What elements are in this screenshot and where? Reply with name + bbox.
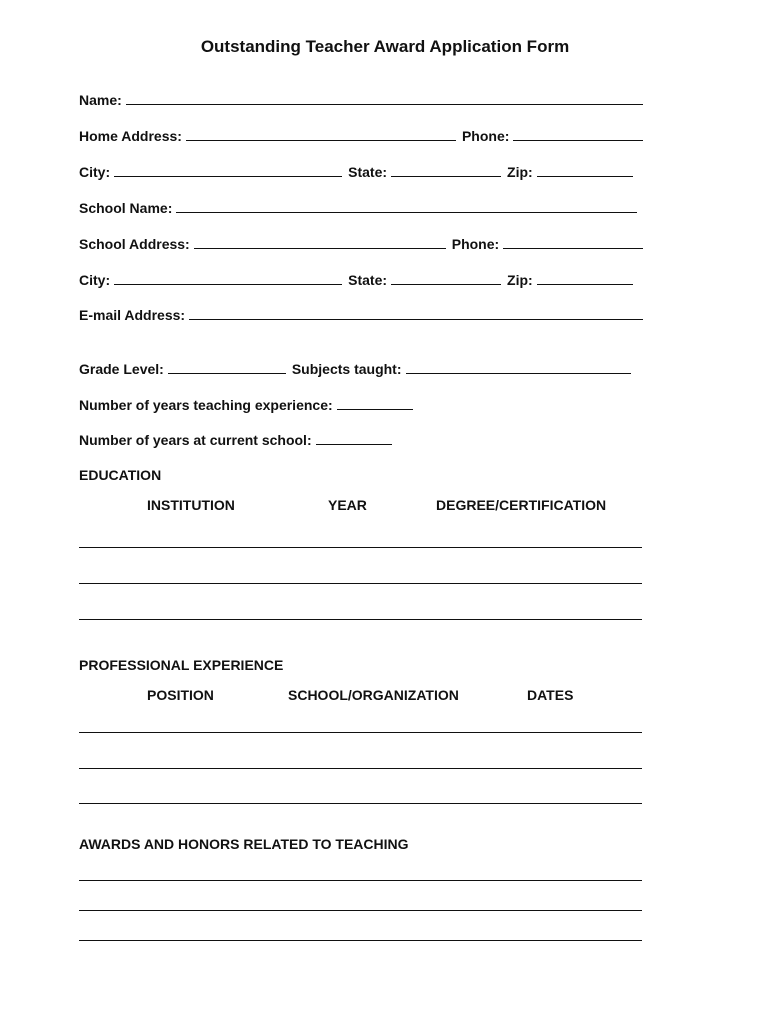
experience-col-organization: SCHOOL/ORGANIZATION [288, 687, 459, 703]
school-name-row [79, 196, 637, 216]
education-col-year: YEAR [328, 497, 367, 513]
awards-line-2[interactable] [79, 910, 642, 911]
school-zip-label: Zip: [507, 272, 533, 288]
home-address-field[interactable] [186, 139, 456, 141]
school-city-field[interactable] [114, 283, 342, 285]
school-address-field[interactable] [194, 247, 446, 249]
school-address-label: School Address: [79, 236, 190, 252]
home-address-row [79, 124, 643, 144]
grade-level-row [79, 357, 631, 377]
awards-line-1[interactable] [79, 880, 642, 881]
home-zip-field[interactable] [537, 175, 633, 177]
home-city-label: City: [79, 164, 111, 180]
name-row [79, 88, 643, 108]
home-state-field[interactable] [391, 175, 501, 177]
education-col-institution: INSTITUTION [147, 497, 235, 513]
school-phone-label: Phone: [451, 236, 500, 252]
experience-col-position: POSITION [147, 687, 214, 703]
school-city-label: City: [79, 272, 111, 288]
years-experience-label: Number of years teaching experience: [79, 397, 333, 413]
experience-line-1[interactable] [79, 732, 642, 733]
home-phone-field[interactable] [513, 139, 643, 141]
education-line-2[interactable] [79, 583, 642, 584]
home-state-label: State: [348, 164, 388, 180]
email-row [79, 303, 643, 323]
home-zip-label: Zip: [507, 164, 533, 180]
name-label: Name: [79, 92, 122, 108]
years-current-field[interactable] [316, 443, 392, 445]
school-state-label: State: [348, 272, 388, 288]
education-line-3[interactable] [79, 619, 642, 620]
school-name-field[interactable] [176, 211, 637, 213]
school-city-row [79, 268, 633, 288]
experience-line-3[interactable] [79, 803, 642, 804]
email-label: E-mail Address: [79, 307, 186, 323]
school-phone-field[interactable] [503, 247, 643, 249]
grade-level-field[interactable] [168, 372, 286, 374]
grade-level-label: Grade Level: [79, 361, 164, 377]
education-heading: EDUCATION [79, 467, 162, 483]
experience-line-2[interactable] [79, 768, 642, 769]
years-current-label: Number of years at current school: [79, 432, 312, 448]
years-experience-row [79, 393, 439, 413]
education-col-degree: DEGREE/CERTIFICATION [436, 497, 607, 513]
experience-col-dates: DATES [527, 687, 574, 703]
home-phone-label: Phone: [461, 128, 510, 144]
years-current-row [79, 428, 419, 448]
home-city-field[interactable] [114, 175, 342, 177]
awards-line-3[interactable] [79, 940, 642, 941]
awards-heading: AWARDS AND HONORS RELATED TO TEACHING [79, 836, 409, 852]
education-line-1[interactable] [79, 547, 642, 548]
subjects-field[interactable] [406, 372, 632, 374]
years-experience-field[interactable] [337, 408, 413, 410]
name-field[interactable] [126, 103, 643, 105]
school-zip-field[interactable] [537, 283, 633, 285]
home-address-label: Home Address: [79, 128, 182, 144]
school-state-field[interactable] [391, 283, 501, 285]
school-name-label: School Name: [79, 200, 173, 216]
experience-heading: PROFESSIONAL EXPERIENCE [79, 657, 284, 673]
home-city-row [79, 160, 633, 180]
school-address-row [79, 232, 643, 252]
form-title: Outstanding Teacher Award Application Form [200, 37, 570, 56]
email-field[interactable] [189, 318, 643, 320]
subjects-label: Subjects taught: [291, 361, 402, 377]
